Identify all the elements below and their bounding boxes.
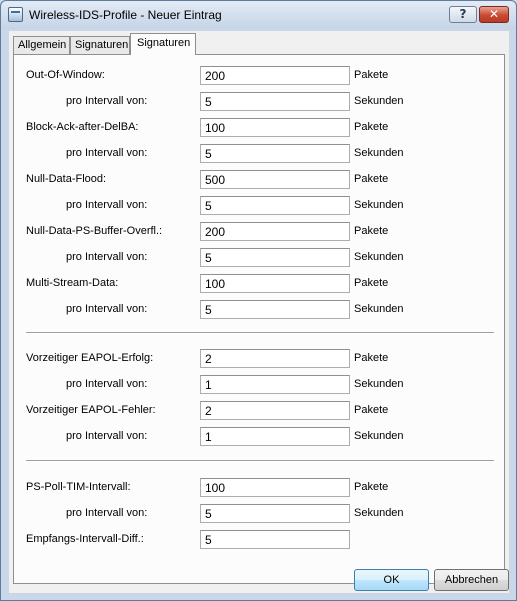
tab-signaturen-1[interactable] — [70, 36, 130, 54]
label-block-ack-after-delba: Block-Ack-after-DelBA: — [26, 121, 139, 133]
label-interval: pro Intervall von: — [66, 251, 148, 263]
unit-label: Pakete — [354, 404, 389, 416]
label-interval: pro Intervall von: — [66, 95, 148, 107]
label-null-data-flood: Null-Data-Flood: — [26, 173, 107, 185]
dialog-client-area — [9, 31, 509, 593]
tab-label: Signaturen — [137, 37, 191, 49]
null-data-flood-interval-input[interactable]: 5 — [200, 196, 350, 215]
unit-label: Pakete — [354, 173, 389, 185]
label-ps-poll-tim-interval: PS-Poll-TIM-Intervall: — [26, 481, 131, 493]
unit-label: Pakete — [354, 277, 389, 289]
tab-allgemein[interactable] — [13, 36, 70, 54]
unit-label: Sekunden — [354, 303, 404, 315]
multi-stream-data-interval-input[interactable]: 5 — [200, 300, 350, 319]
unit-label: Sekunden — [354, 147, 404, 159]
cancel-button[interactable]: Abbrechen — [434, 569, 509, 591]
unit-label: Sekunden — [354, 507, 404, 519]
unit-label: Pakete — [354, 225, 389, 237]
unit-label: Sekunden — [354, 199, 404, 211]
null-data-ps-buffer-interval-input[interactable]: 5 — [200, 248, 350, 267]
tab-label: Allgemein — [18, 39, 67, 51]
eapol-failure-interval-input[interactable]: 1 — [200, 427, 350, 446]
unit-label: Sekunden — [354, 378, 404, 390]
unit-label: Pakete — [354, 481, 389, 493]
eapol-success-input[interactable]: 2 — [200, 349, 350, 368]
window-title: Wireless-IDS-Profile - Neuer Eintrag — [29, 8, 222, 22]
label-interval: pro Intervall von: — [66, 507, 148, 519]
label-interval: pro Intervall von: — [66, 199, 148, 211]
close-button[interactable] — [479, 6, 509, 23]
unit-label: Pakete — [354, 352, 389, 364]
receive-interval-diff-input[interactable]: 5 — [200, 530, 350, 549]
label-interval: pro Intervall von: — [66, 147, 148, 159]
tab-panel — [13, 54, 505, 584]
null-data-ps-buffer-overflow-input[interactable]: 200 — [200, 222, 350, 241]
label-receive-interval-diff: Empfangs-Intervall-Diff.: — [26, 533, 144, 545]
question-mark-icon: ? — [459, 7, 467, 21]
label-eapol-success: Vorzeitiger EAPOL-Erfolg: — [26, 352, 154, 364]
app-window-icon — [8, 7, 23, 22]
unit-label: Sekunden — [354, 251, 404, 263]
unit-label: Pakete — [354, 121, 389, 133]
ps-poll-tim-interval-seconds-input[interactable]: 5 — [200, 504, 350, 523]
out-of-window-interval-input[interactable]: 5 — [200, 92, 350, 111]
unit-label: Sekunden — [354, 430, 404, 442]
label-interval: pro Intervall von: — [66, 303, 148, 315]
block-ack-interval-input[interactable]: 5 — [200, 144, 350, 163]
unit-label: Sekunden — [354, 95, 404, 107]
label-interval: pro Intervall von: — [66, 378, 148, 390]
group-separator — [26, 332, 494, 334]
out-of-window-input[interactable]: 200 — [200, 66, 350, 85]
title-bar[interactable] — [1, 1, 516, 29]
label-multi-stream-data: Multi-Stream-Data: — [26, 277, 119, 289]
unit-label: Pakete — [354, 69, 389, 81]
null-data-flood-input[interactable]: 500 — [200, 170, 350, 189]
multi-stream-data-input[interactable]: 100 — [200, 274, 350, 293]
tab-signaturen-2-active[interactable] — [130, 33, 196, 55]
eapol-failure-input[interactable]: 2 — [200, 401, 350, 420]
close-icon: ✕ — [488, 7, 500, 21]
label-out-of-window: Out-Of-Window: — [26, 69, 105, 81]
eapol-success-interval-input[interactable]: 1 — [200, 375, 350, 394]
group-separator — [26, 460, 494, 462]
ps-poll-tim-interval-input[interactable]: 100 — [200, 478, 350, 497]
ok-button[interactable]: OK — [354, 569, 429, 591]
label-interval: pro Intervall von: — [66, 430, 148, 442]
block-ack-after-delba-input[interactable]: 100 — [200, 118, 350, 137]
tab-label: Signaturen — [75, 39, 129, 51]
help-button[interactable] — [449, 6, 477, 23]
label-null-data-ps-buffer-overflow: Null-Data-PS-Buffer-Overfl.: — [26, 225, 163, 237]
label-eapol-failure: Vorzeitiger EAPOL-Fehler: — [26, 404, 156, 416]
